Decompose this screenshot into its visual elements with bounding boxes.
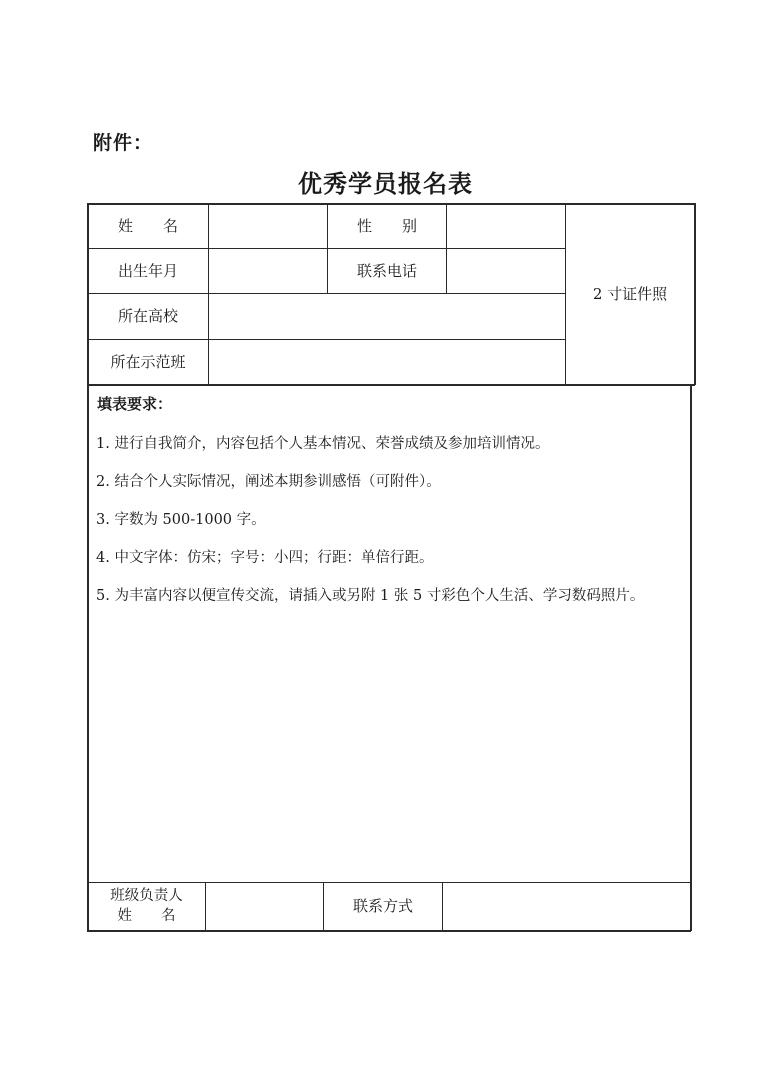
row-line-4 bbox=[87, 384, 695, 386]
requirement-item-2: 2. 结合个人实际情况，阐述本期参训感悟（可附件）。 bbox=[96, 474, 441, 490]
table-border-bottom bbox=[87, 930, 691, 932]
requirement-item-1: 1. 进行自我简介，内容包括个人基本情况、荣誉成绩及参加培训情况。 bbox=[96, 436, 550, 452]
name-field[interactable] bbox=[209, 204, 327, 248]
contact-label: 联系方式 bbox=[352, 897, 413, 915]
contact-field[interactable] bbox=[443, 883, 690, 930]
phone-field[interactable] bbox=[447, 249, 565, 293]
gender-label: 性 别 bbox=[356, 216, 417, 235]
birth-field[interactable] bbox=[209, 249, 327, 293]
school-label: 所在高校 bbox=[117, 307, 178, 325]
leader-name-field[interactable] bbox=[206, 883, 323, 930]
name-label: 姓 名 bbox=[117, 216, 178, 235]
photo-placeholder[interactable]: 2 寸证件照 bbox=[592, 284, 668, 303]
class-field[interactable] bbox=[209, 340, 565, 384]
requirement-item-4: 4. 中文字体：仿宋；字号：小四；行距：单倍行距。 bbox=[96, 550, 434, 566]
birth-label: 出生年月 bbox=[117, 261, 178, 280]
requirements-title: 填表要求： bbox=[97, 395, 173, 413]
requirement-item-5: 5. 为丰富内容以便宣传交流，请插入或另附 1 张 5 寸彩色个人生活、学习数码照片。 bbox=[96, 588, 645, 604]
table-border-right-top bbox=[694, 203, 696, 385]
leader-label-line2: 姓 名 bbox=[117, 907, 176, 924]
school-field[interactable] bbox=[209, 294, 565, 339]
class-label: 所在示范班 bbox=[110, 352, 186, 371]
table-border-right-body bbox=[690, 385, 692, 931]
leader-name-label bbox=[88, 883, 205, 930]
phone-label: 联系电话 bbox=[356, 261, 417, 280]
leader-label-line1: 班级负责人 bbox=[110, 887, 183, 904]
content-area[interactable] bbox=[88, 620, 690, 882]
requirement-item-3: 3. 字数为 500-1000 字。 bbox=[96, 512, 266, 528]
attachment-label: 附件： bbox=[93, 132, 154, 154]
form-title: 优秀学员报名表 bbox=[298, 169, 473, 198]
gender-field[interactable] bbox=[447, 204, 565, 248]
